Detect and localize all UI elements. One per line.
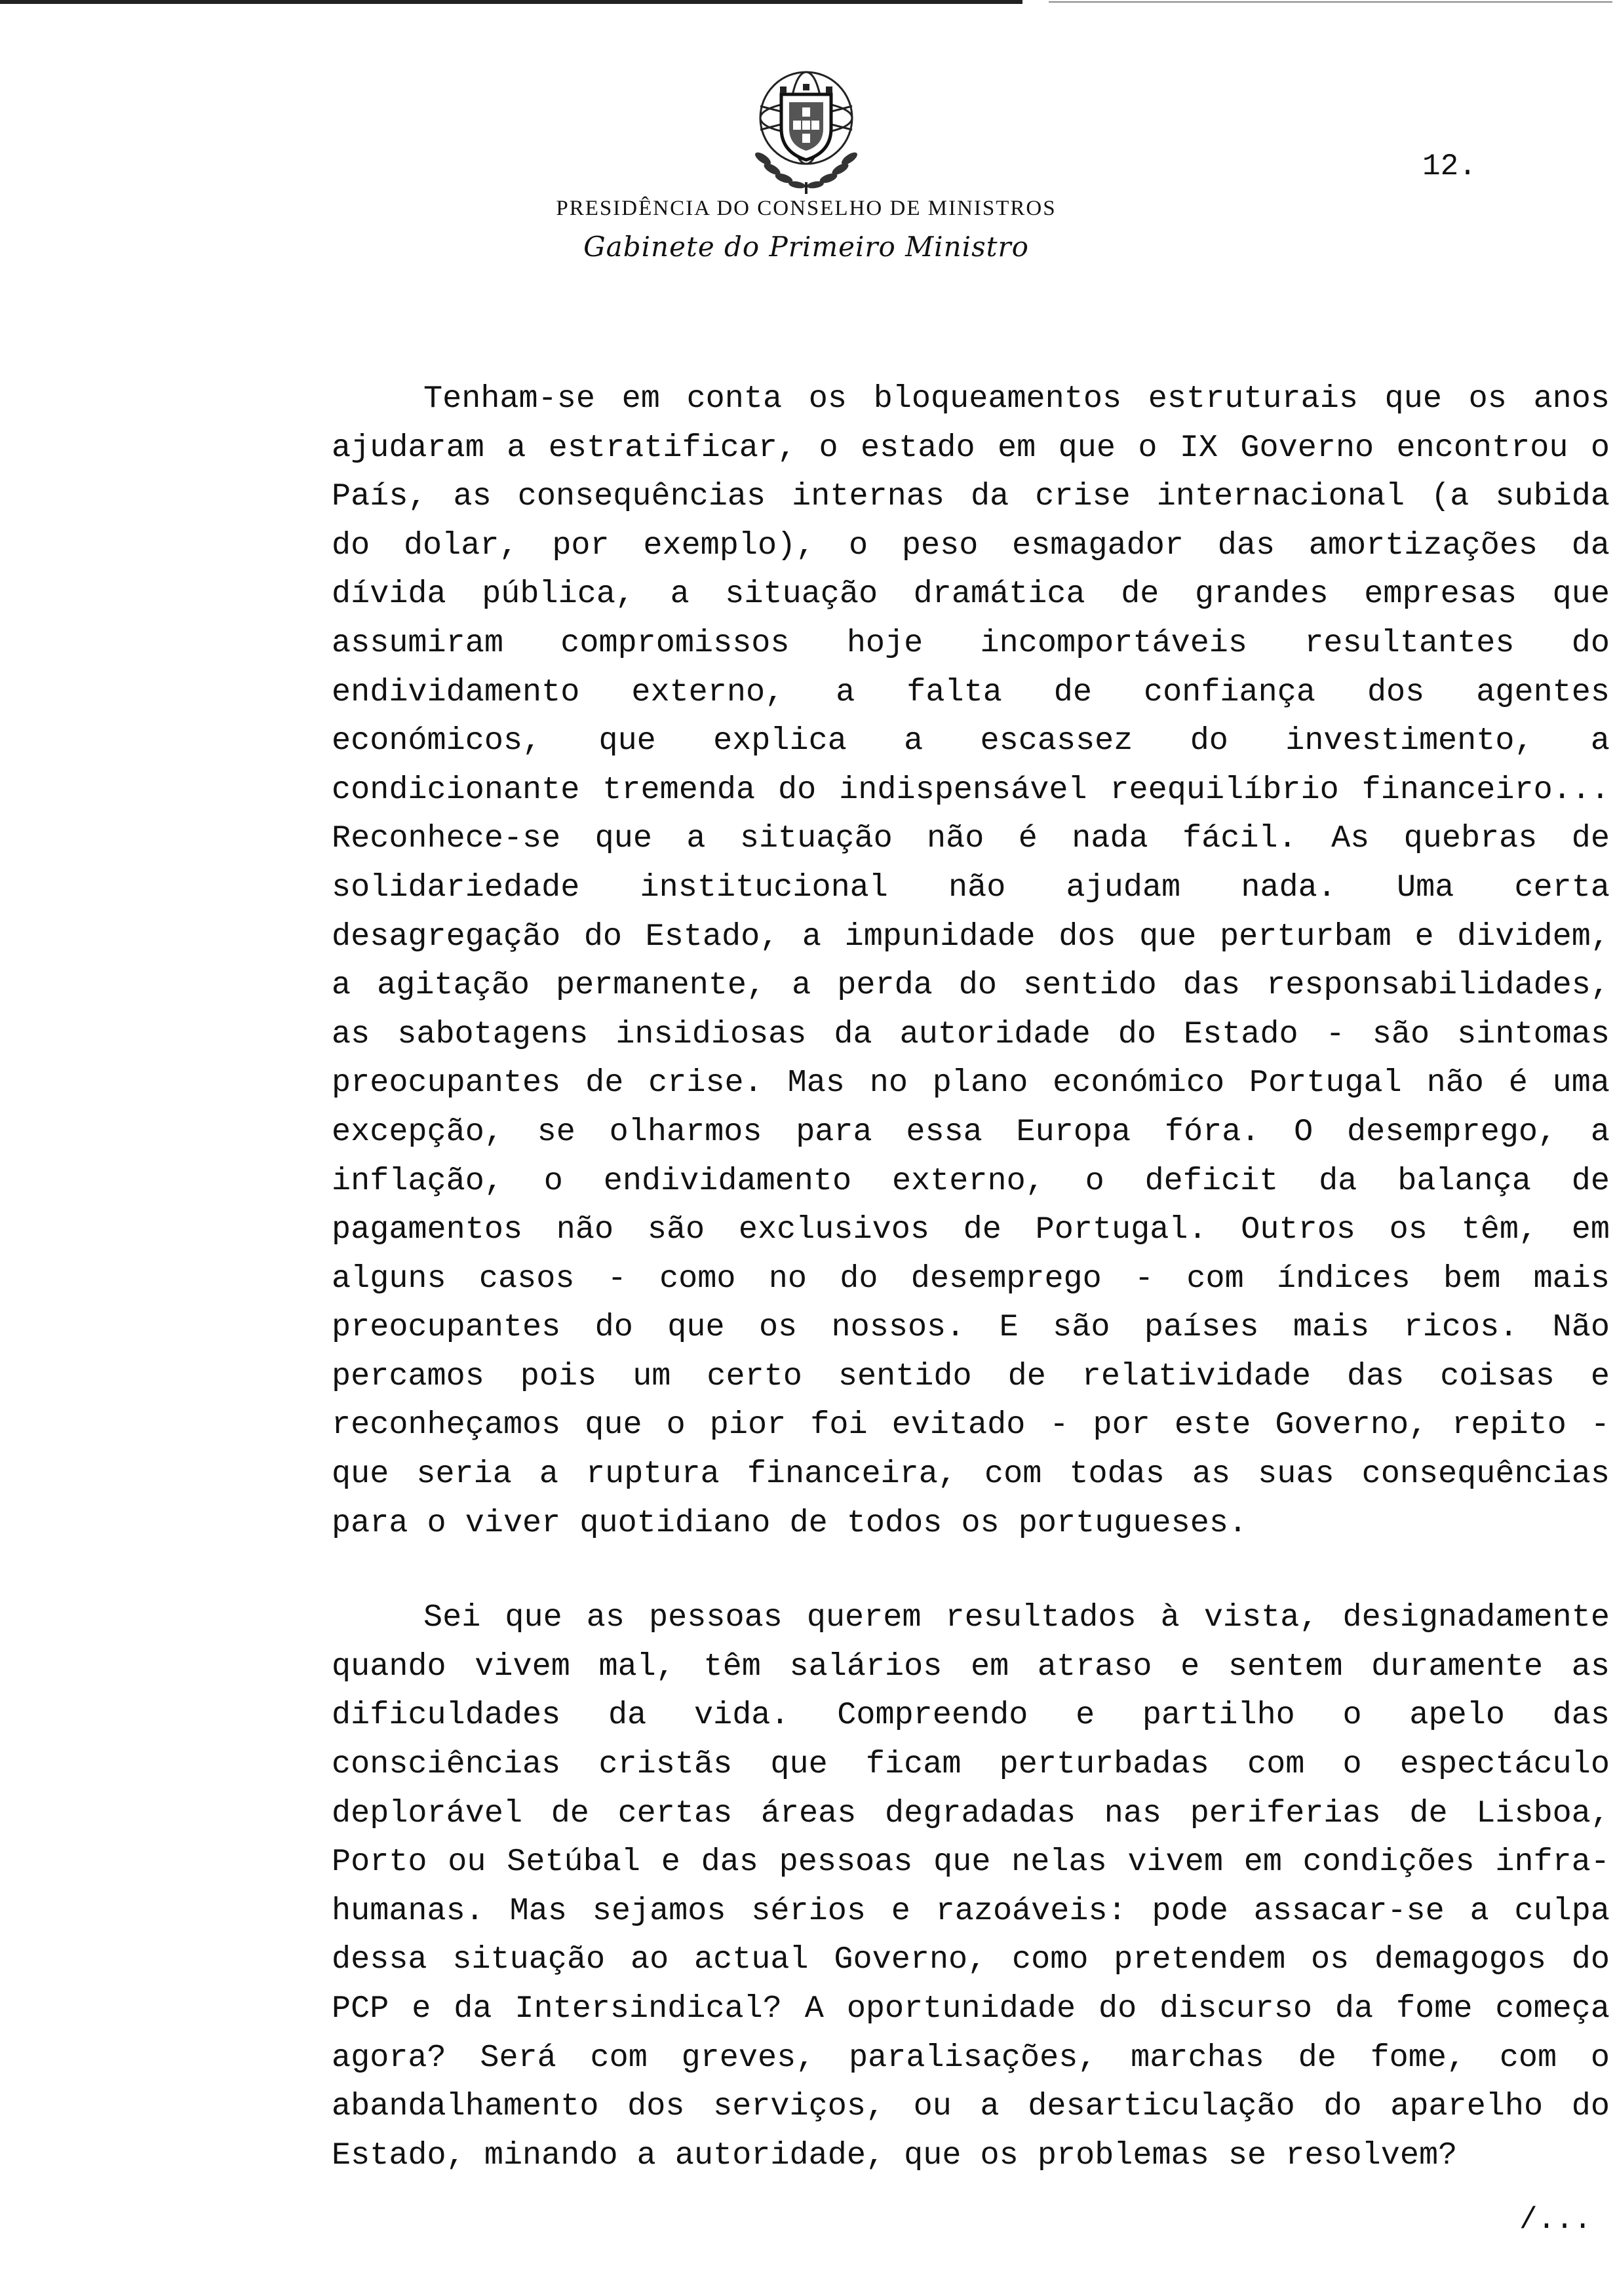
- paragraph: Tenham-se em conta os bloqueamentos estruturais que os anos ajudaram a estratificar, o estado em que o IX Governo encontrou o País, as consequências internas da crise internacional (a subida do dolar, por exemplo), o peso esmagador das amortizações da dívida pública, a situação dramática de grandes empresas que assumiram compromissos hoje incomportáveis resultantes do endividamento externo, a falta de confiança dos agentes económicos, que explica a escassez do investimento, a condicionante tremenda do indispensável reequilíbrio financeiro... Reconhece-se que a situação não é nada fácil. As quebras de solidariedade institucional não ajudam nada. Uma certa desagregação do Estado, a impunidade dos que perturbam e dividem, a agitação permanente, a perda do sentido das responsabilidades, as sabotagens insidiosas da autoridade do Estado - são sintomas preocupantes de crise. Mas no plano económico Portugal não é uma excepção, se olharmos para essa Europa fóra. O desemprego, a inflação, o endividamento externo, o deficit da balança de pagamentos não são exclusivos de Portugal. Outros os têm, em alguns casos - como no do desemprego - com índices bem mais preocupantes do que os nossos. E são países mais ricos. Não percamos pois um certo sentido de relatividade das coisas e reconheçamos que o pior foi evitado - por este Governo, repito - que seria a ruptura financeira, com todas as suas consequências para o viver quotidiano de todos os portugueses.: [332, 381, 1610, 1541]
- top-border-line: [0, 0, 1022, 4]
- portuguese-coat-of-arms-icon: [734, 60, 878, 198]
- document-body: [332, 375, 1610, 2180]
- organization-name: PRESIDÊNCIA DO CONSELHO DE MINISTROS: [556, 197, 1057, 220]
- paragraph: Sei que as pessoas querem resultados à vista, designadamente quando vivem mal, têm salários em atraso e sentem duramente as dificuldades da vida. Compreendo e partilho o apelo das consciências cristãs que ficam perturbadas com o espectáculo deplorável de certas áreas degradadas nas periferias de Lisboa, Porto ou Setúbal e das pessoas que nelas vivem em condições infra-humanas. Mas sejamos sérios e razoáveis: pode assacar-se a culpa dessa situação ao actual Governo, como pretendem os demagogos do PCP e da Intersindical? A oportunidade do discurso da fome começa agora? Será com greves, paralisações, marchas de fome, com o abandalhamento dos serviços, ou a desarticulação do aparelho do Estado, minando a autoridade, que os problemas se resolvem?: [332, 1599, 1610, 2173]
- continuation-mark: /...: [1519, 2203, 1592, 2237]
- page-number: 12.: [1422, 149, 1477, 183]
- office-name: Gabinete do Primeiro Ministro: [583, 231, 1029, 263]
- top-border-line-faint: [1049, 1, 1612, 3]
